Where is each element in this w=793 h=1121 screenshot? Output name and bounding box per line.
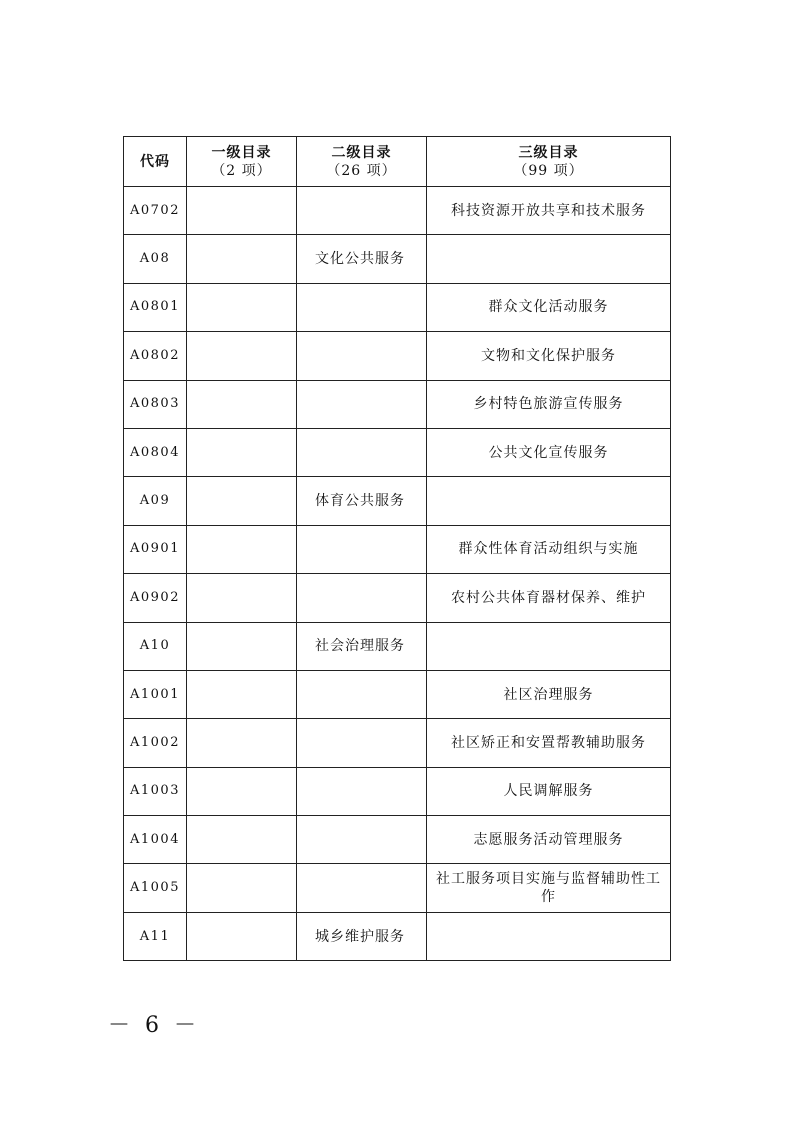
cell-level3: 人民调解服务 [427,767,671,815]
cell-code: A1005 [124,864,187,912]
table-row [124,187,671,235]
cell-level1 [187,622,297,670]
cell-code: A0702 [124,187,187,235]
cell-code: A0902 [124,574,187,622]
cell-level1 [187,525,297,573]
cell-level2 [297,864,427,912]
header-level1-count: （2 项） [211,162,272,179]
cell-level3 [427,235,671,283]
cell-code: A08 [124,235,187,283]
catalog-table [123,136,671,961]
header-level2 [297,137,427,187]
cell-code: A1002 [124,719,187,767]
cell-level3: 科技资源开放共享和技术服务 [427,187,671,235]
cell-level3 [427,477,671,525]
header-code: 代码 [124,137,187,187]
cell-level1 [187,380,297,428]
cell-level3: 志愿服务活动管理服务 [427,816,671,864]
cell-level3: 社区治理服务 [427,670,671,718]
cell-level3: 社工服务项目实施与监督辅助性工作 [427,864,671,912]
table-row [124,767,671,815]
cell-level2 [297,670,427,718]
table-row [124,477,671,525]
cell-level3: 公共文化宣传服务 [427,428,671,476]
table-row [124,332,671,380]
cell-level2 [297,525,427,573]
cell-level1 [187,283,297,331]
cell-level2 [297,187,427,235]
cell-level2 [297,283,427,331]
cell-level2 [297,767,427,815]
cell-level1 [187,332,297,380]
header-level2-title: 二级目录 [331,144,392,161]
cell-level3: 群众文化活动服务 [427,283,671,331]
cell-code: A0901 [124,525,187,573]
cell-level1 [187,187,297,235]
cell-code: A10 [124,622,187,670]
cell-level1 [187,864,297,912]
table-body [124,187,671,961]
header-level3-count: （99 项） [513,162,584,179]
cell-code: A0801 [124,283,187,331]
table-row [124,670,671,718]
table-row [124,380,671,428]
cell-level1 [187,670,297,718]
cell-level1 [187,428,297,476]
cell-level2 [297,428,427,476]
cell-code: A0803 [124,380,187,428]
table-row [124,622,671,670]
cell-level2: 城乡维护服务 [297,912,427,960]
cell-level1 [187,912,297,960]
table-row [124,525,671,573]
header-level3 [427,137,671,187]
cell-code: A1001 [124,670,187,718]
cell-level1 [187,816,297,864]
cell-level2 [297,719,427,767]
cell-code: A1004 [124,816,187,864]
cell-level3: 文物和文化保护服务 [427,332,671,380]
cell-level2: 体育公共服务 [297,477,427,525]
table-row [124,574,671,622]
cell-level2 [297,816,427,864]
cell-level2: 社会治理服务 [297,622,427,670]
cell-level2: 文化公共服务 [297,235,427,283]
cell-level3: 农村公共体育器材保养、维护 [427,574,671,622]
cell-level3: 乡村特色旅游宣传服务 [427,380,671,428]
cell-code: A11 [124,912,187,960]
cell-level1 [187,477,297,525]
page-number: － 6 － [108,1013,200,1038]
cell-code: A0802 [124,332,187,380]
table-row [124,719,671,767]
cell-level2 [297,332,427,380]
cell-level1 [187,767,297,815]
table-row [124,235,671,283]
header-row [124,137,671,187]
cell-code: A1003 [124,767,187,815]
cell-level2 [297,380,427,428]
cell-level1 [187,574,297,622]
table-row [124,428,671,476]
cell-level1 [187,719,297,767]
cell-level2 [297,574,427,622]
table-row [124,912,671,960]
header-level2-count: （26 项） [326,162,397,179]
table-row [124,864,671,912]
cell-level3 [427,622,671,670]
cell-level3: 群众性体育活动组织与实施 [427,525,671,573]
table-row [124,283,671,331]
header-level3-title: 三级目录 [518,144,579,161]
cell-level3: 社区矫正和安置帮教辅助服务 [427,719,671,767]
table-row [124,816,671,864]
cell-code: A0804 [124,428,187,476]
cell-code: A09 [124,477,187,525]
header-level1-title: 一级目录 [211,144,272,161]
cell-level1 [187,235,297,283]
cell-level3 [427,912,671,960]
header-level1 [187,137,297,187]
